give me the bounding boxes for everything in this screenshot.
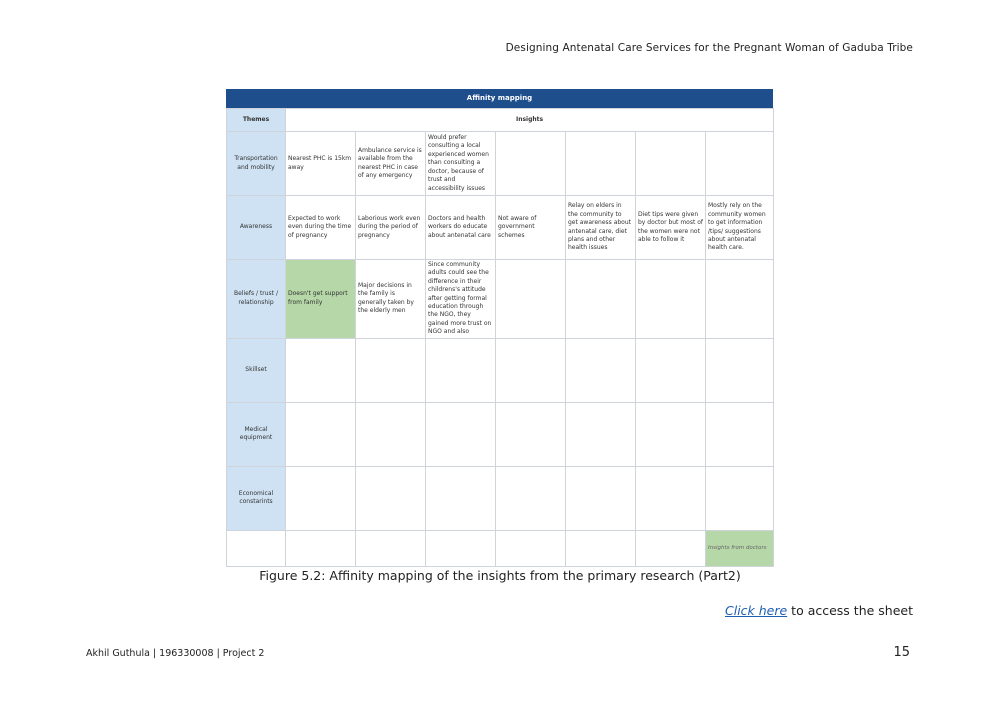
insight-cell: Since community adults could see the difference in their childrens's attitude after getting formal education through the NGO, they gained more trust on NGO and also [426,260,496,339]
insight-cell: Diet tips were given by doctor but most of the women were not able to follow it [636,196,706,260]
insight-cell [706,260,774,339]
insight-cell [636,260,706,339]
insight-cell [426,466,496,530]
insight-cell [496,338,566,402]
footer-author: Akhil Guthula | 196330008 | Project 2 [86,648,265,659]
table-row [227,402,774,466]
insight-cell [706,466,774,530]
insight-cell [636,132,706,196]
insight-cell [566,338,636,402]
insight-cell [636,402,706,466]
link-suffix: to access the sheet [787,603,913,618]
legend-row [227,530,774,566]
theme-cell: Transportation and mobility [227,132,286,196]
insight-cell: Laborious work even during the period of pregnancy [356,196,426,260]
empty-cell [227,530,286,566]
page-header-title: Designing Antenatal Care Services for the Pregnant Woman of Gaduba Tribe [505,42,913,54]
insight-cell [496,402,566,466]
insight-cell [356,338,426,402]
insight-cell: Doctors and health workers do educate about antenatal care [426,196,496,260]
theme-cell: Skillset [227,338,286,402]
insight-cell [286,338,356,402]
table-row [227,132,774,196]
empty-cell [286,530,356,566]
empty-cell [566,530,636,566]
insight-cell: Ambulance service is available from the nearest PHC in case of any emergency [356,132,426,196]
insight-cell [286,466,356,530]
insight-cell [426,338,496,402]
insight-cell [566,132,636,196]
empty-cell [356,530,426,566]
insight-cell [356,402,426,466]
insight-cell-highlighted: Doesn't get support from family [286,260,356,339]
theme-cell: Economical constarints [227,466,286,530]
click-here-link[interactable]: Click here [725,603,788,618]
insight-cell [566,466,636,530]
figure-caption: Figure 5.2: Affinity mapping of the insights from the primary research (Part2) [259,568,741,583]
insight-cell [286,402,356,466]
sheet-title: Affinity mapping [226,89,773,108]
affinity-sheet [226,89,773,567]
insight-cell [426,402,496,466]
insight-cell: Major decisions in the family is generally taken by the elderly men [356,260,426,339]
table-row [227,260,774,339]
table-row [227,196,774,260]
insight-cell [566,260,636,339]
empty-cell [636,530,706,566]
insight-cell [356,466,426,530]
table-header-row [227,109,774,132]
empty-cell [496,530,566,566]
insight-cell [496,466,566,530]
table-row [227,338,774,402]
table-row [227,466,774,530]
insights-header: Insights [286,109,774,132]
sheet-link-line [725,603,913,618]
insight-cell: Expected to work even during the time of pregnancy [286,196,356,260]
insight-cell [636,338,706,402]
themes-header: Themes [227,109,286,132]
theme-cell: Beliefs / trust / relationship [227,260,286,339]
empty-cell [426,530,496,566]
insight-cell [706,402,774,466]
legend-insights-from-doctors: Insights from doctors [706,530,774,566]
insight-cell [706,338,774,402]
insight-cell [496,132,566,196]
theme-cell: Awareness [227,196,286,260]
insight-cell [566,402,636,466]
insight-cell [636,466,706,530]
theme-cell: Medical equipment [227,402,286,466]
affinity-table [226,108,774,567]
insight-cell: Relay on elders in the community to get awareness about antenatal care, diet plans and other health issues [566,196,636,260]
insight-cell [496,260,566,339]
insight-cell: Would prefer consulting a local experienced women than consulting a doctor, because of trust and accessibility issues [426,132,496,196]
page-number: 15 [893,645,910,660]
insight-cell [706,132,774,196]
insight-cell: Mostly rely on the community women to get information /tips/ suggestions about antenatal health care. [706,196,774,260]
insight-cell: Nearest PHC is 15km away [286,132,356,196]
insight-cell: Not aware of government schemes [496,196,566,260]
